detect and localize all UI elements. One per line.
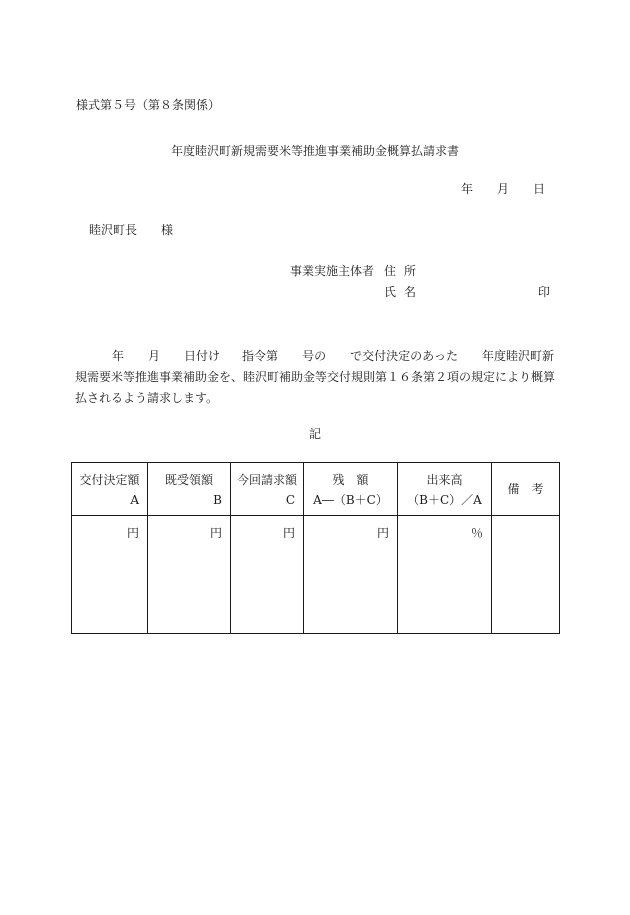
ki-label: 記 [308, 427, 321, 441]
body-fiscal-year: 年度睦沢町新 [481, 349, 554, 363]
header-symbol: C [285, 493, 295, 507]
address-label-2: 所 [404, 264, 417, 278]
header-formula: A―（B＋C） [313, 493, 388, 507]
header-request-amount [231, 463, 304, 516]
header-formula: （B＋C）／A [407, 493, 482, 507]
unit-percent: ％ [470, 526, 483, 540]
applicant-label: 事業実施主体者 [290, 264, 375, 278]
header-remaining-amount [304, 463, 398, 516]
document-title: 年度睦沢町新規需要米等推進事業補助金概算払請求書 [170, 144, 459, 158]
body-month: 月 [148, 349, 161, 363]
amount-table [71, 462, 560, 634]
date-month: 月 [497, 182, 510, 196]
name-label-2: 名 [404, 285, 417, 299]
body-line-3: 払されるよう請求します。 [75, 391, 219, 405]
header-symbol: B [213, 493, 222, 507]
name-label-1: 氏 [384, 285, 397, 299]
cell-granted-amount[interactable] [72, 516, 148, 634]
request-body-text [75, 346, 561, 409]
body-line-2: 規需要米等推進事業補助金を、睦沢町補助金等交付規則第１６条第２項の規定により概算 [75, 370, 556, 384]
unit-yen: 円 [282, 526, 295, 540]
addressee [89, 224, 173, 236]
form-number: 様式第５号（第８条関係） [76, 98, 221, 112]
cell-progress[interactable] [398, 516, 492, 634]
seal-mark: 印 [538, 285, 551, 299]
body-year: 年 [112, 349, 125, 363]
applicant-address-row [290, 265, 416, 277]
addressee-honorific: 様 [161, 223, 174, 237]
header-label: 備 考 [507, 482, 544, 496]
unit-yen: 円 [126, 526, 139, 540]
body-number: 号の [302, 349, 327, 363]
body-directive: 指令第 [242, 349, 279, 363]
unit-yen: 円 [376, 526, 389, 540]
cell-remaining-amount[interactable] [304, 516, 398, 634]
date-day: 日 [533, 182, 546, 196]
header-remarks [492, 463, 560, 516]
applicant-name-row [384, 286, 416, 298]
addressee-name: 睦沢町長 [89, 223, 138, 237]
header-symbol: A [130, 493, 139, 507]
body-line-1 [75, 346, 561, 367]
header-label: 既受領額 [164, 473, 213, 487]
header-label: 交付決定額 [79, 473, 140, 487]
date-year: 年 [461, 182, 474, 196]
cell-remarks[interactable] [492, 516, 560, 634]
header-granted-amount [72, 463, 148, 516]
header-progress [398, 463, 492, 516]
date-line [461, 183, 545, 195]
unit-yen: 円 [209, 526, 222, 540]
table-row [72, 516, 560, 634]
address-label-1: 住 [384, 264, 397, 278]
cell-request-amount[interactable] [231, 516, 304, 634]
body-day: 日付け [184, 349, 221, 363]
cell-received-amount[interactable] [148, 516, 231, 634]
header-label: 残 額 [332, 473, 369, 487]
body-decision: で交付決定のあった [350, 349, 458, 363]
header-label: 出来高 [426, 473, 463, 487]
table-header-row [72, 463, 560, 516]
header-received-amount [148, 463, 231, 516]
header-label: 今回請求額 [236, 473, 297, 487]
